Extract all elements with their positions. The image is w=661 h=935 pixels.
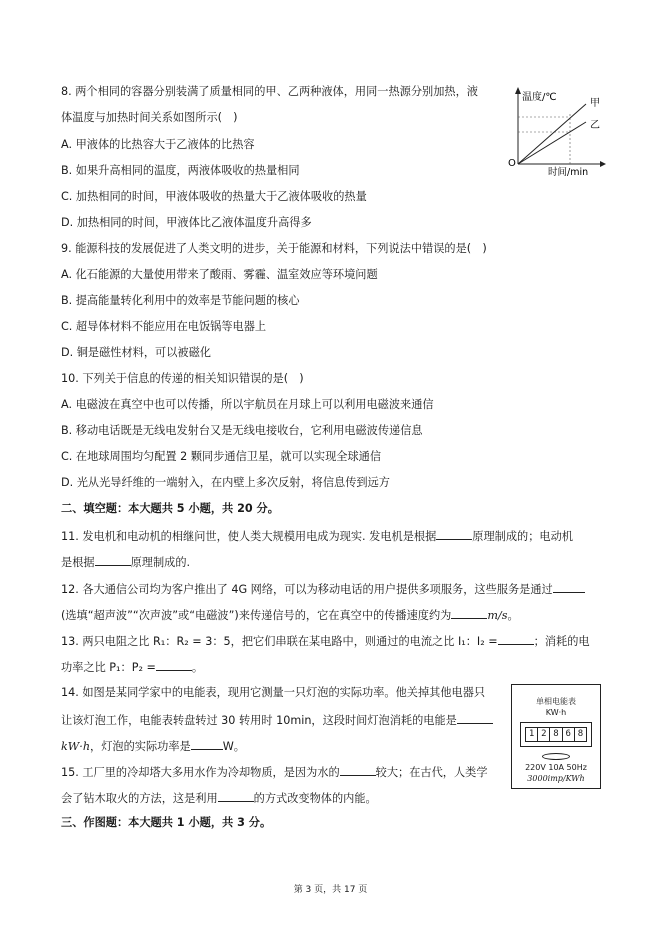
q14-text-a: 让该灯泡工作，电能表转盘转过 30 转用时 10min，这段时间灯泡消耗的电能是 xyxy=(61,714,457,727)
q9-option-c: C. 超导体材料不能应用在电饭锅等电器上 xyxy=(61,320,267,333)
q14-text-c: W。 xyxy=(222,740,245,753)
meter-constant: 3000imp/KWh xyxy=(527,774,585,783)
q12-blank-2[interactable] xyxy=(451,606,487,619)
y-axis-arrow xyxy=(515,87,521,94)
q11-text-d: 原理制成的. xyxy=(130,556,191,569)
q10-option-c: C. 在地球周围均匀配置 2 颗同步通信卫星，就可以实现全球通信 xyxy=(61,450,382,463)
q10-stem: 10. 下列关于信息的传递的相关知识错误的是( ) xyxy=(61,372,304,385)
q13-text-b: ；消耗的电 xyxy=(533,635,590,648)
line-jia xyxy=(518,104,586,164)
q10-option-a: A. 电磁波在真空中也可以传播，所以宇航员在月球上可以利用电磁波来通信 xyxy=(61,398,434,411)
meter-digits xyxy=(525,727,587,742)
q11-blank-2[interactable] xyxy=(95,553,131,566)
q11-text-a: 11. 发电机和电动机的相继问世，使人类大规模用电成为现实. 发电机是根据 xyxy=(61,530,437,543)
meter-digit: 8 xyxy=(550,728,562,741)
q12-text-b: (选填“超声波”“次声波”或“电磁波”)来传递信号的，它在真空中的传播速度约为 xyxy=(61,609,452,622)
q12-end: 。 xyxy=(507,609,519,622)
meter-unit: KW·h xyxy=(545,708,567,717)
q12-line1 xyxy=(61,580,585,598)
q15-text-b: 较大；在古代，人类学 xyxy=(375,766,488,779)
q14-line2 xyxy=(61,711,493,729)
q13-blank-2[interactable] xyxy=(156,658,192,671)
meter-digit: 8 xyxy=(577,729,584,739)
section-2-heading: 二、填空题：本大题共 5 小题，共 20 分。 xyxy=(61,502,279,515)
q14-text-b: ，灯泡的实际功率是 xyxy=(90,740,191,753)
q9-option-b: B. 提高能量转化利用中的效率是节能问题的核心 xyxy=(61,294,300,307)
q12-unit: m/s xyxy=(487,609,508,622)
q11-line1 xyxy=(61,527,573,545)
meter-digit: 2 xyxy=(538,728,550,741)
q15-blank-2[interactable] xyxy=(218,789,254,802)
meter-disc xyxy=(542,753,570,760)
q14-blank-2[interactable] xyxy=(191,737,223,750)
x-axis-arrow xyxy=(600,161,606,167)
q10-option-d: D. 光从光导纤维的一端射入，在内壁上多次反射，将信息传到远方 xyxy=(61,476,390,489)
q8-option-b: B. 如果升高相同的温度，两液体吸收的热量相同 xyxy=(61,164,300,177)
q9-option-d: D. 铜是磁性材料，可以被磁化 xyxy=(61,346,211,359)
q15-line2 xyxy=(61,789,377,807)
q12-line2 xyxy=(61,606,519,624)
meter-digit: 1 xyxy=(526,728,538,741)
q9-stem: 9. 能源科技的发展促进了人类文明的进步，关于能源和材料，下列说法中错误的是( ) xyxy=(61,242,487,255)
graph-xlabel: 时间/min xyxy=(548,167,589,176)
graph-ylabel: 温度/℃ xyxy=(522,92,557,103)
q11-blank-1[interactable] xyxy=(436,527,472,540)
q8-stem-line1: 8. 两个相同的容器分别装满了质量相同的甲、乙两种液体，用同一热源分别加热，液 xyxy=(61,85,478,98)
q11-line2 xyxy=(61,553,190,571)
page-footer: 第 3 页，共 17 页 xyxy=(293,885,368,895)
q15-blank-1[interactable] xyxy=(340,763,376,776)
meter-title: 单相电能表 xyxy=(536,697,576,706)
section-3-heading: 三、作图题：本大题共 1 小题，共 3 分。 xyxy=(61,816,272,829)
q13-line2 xyxy=(61,658,203,676)
q13-text-a: 13. 两只电阻之比 R₁：R₂ = 3：5，把它们串联在某电路中，则通过的电流之比 I₁：I₂ = xyxy=(61,635,498,648)
q14-line3 xyxy=(61,737,245,755)
q13-blank-1[interactable] xyxy=(498,632,534,645)
q15-line1 xyxy=(61,763,488,781)
meter-digit: 6 xyxy=(563,728,575,741)
q9-option-a: A. 化石能源的大量使用带来了酸雨、雾霾、温室效应等环境问题 xyxy=(61,268,378,281)
line-yi xyxy=(518,122,586,164)
graph-label-jia: 甲 xyxy=(590,98,600,109)
q11-text-b: 原理制成的；电动机 xyxy=(472,530,573,543)
q8-option-d: D. 加热相同的时间，甲液体比乙液体温度升高得多 xyxy=(61,216,312,229)
q15-text-c: 会了钻木取火的方法，这是利用 xyxy=(61,792,218,805)
q14-unit-kwh: kW·h xyxy=(61,740,91,753)
q15-text-a: 15. 工厂里的冷却塔大多用水作为冷却物质，是因为水的 xyxy=(61,766,340,779)
q12-text-a: 12. 各大通信公司均为客户推出了 4G 网络，可以为移动电话的用户提供多项服务，这些服务是通过 xyxy=(61,583,553,596)
q14-line1: 14. 如图是某同学家中的电能表，现用它测量一只灯泡的实际功率。他关掉其他电器只 xyxy=(61,686,486,699)
q13-text-d: 。 xyxy=(191,661,204,674)
q8-option-a: A. 甲液体的比热容大于乙液体的比热容 xyxy=(61,138,255,151)
q15-text-d: 的方式改变物体的内能。 xyxy=(253,792,377,805)
q8-stem-line2: 体温度与加热时间关系如图所示( ) xyxy=(61,111,238,124)
q14-blank-1[interactable] xyxy=(457,711,493,724)
electric-meter-figure xyxy=(511,684,601,789)
temperature-time-graph xyxy=(508,84,608,176)
graph-origin: O xyxy=(508,158,516,169)
q8-option-c: C. 加热相同的时间，甲液体吸收的热量大于乙液体吸收的热量 xyxy=(61,190,367,203)
q10-option-b: B. 移动电话既是无线电发射台又是无线电接收台，它利用电磁波传递信息 xyxy=(61,424,423,437)
q11-text-c: 是根据 xyxy=(61,556,95,569)
graph-label-yi: 乙 xyxy=(590,120,600,131)
q13-text-c: 功率之比 P₁：P₂ = xyxy=(61,661,156,674)
meter-rating: 220V 10A 50Hz xyxy=(525,763,587,772)
q12-blank-1[interactable] xyxy=(553,580,585,593)
q13-line1 xyxy=(61,632,590,650)
